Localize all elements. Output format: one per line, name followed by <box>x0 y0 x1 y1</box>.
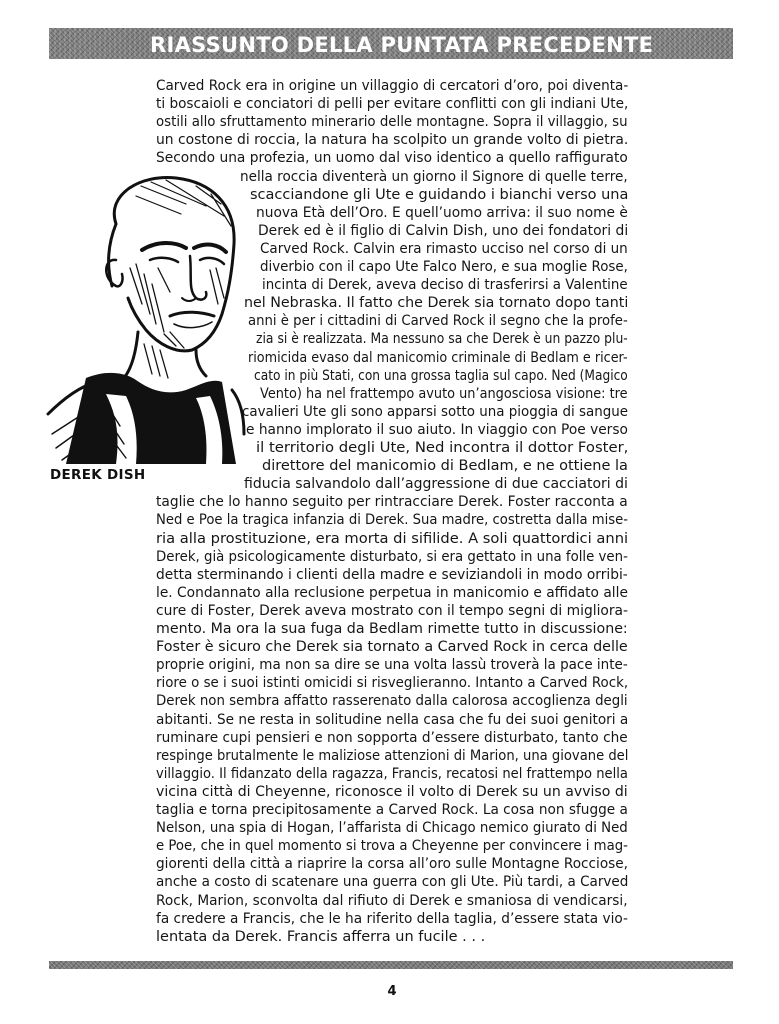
body-text-line: Foster è sicuro che Derek sia tornato a Carved Rock in cerca delle <box>156 639 628 656</box>
body-text-line: cavalieri Ute gli sono apparsi sotto una pioggia di sangue <box>242 403 629 420</box>
body-text-line: ruminare cupi pensieri e non sopporta d’essere disturbato, tanto che <box>156 729 628 746</box>
body-text-line: ria alla prostituzione, era morta di sifilide. A soli quattordici anni <box>156 530 629 547</box>
body-text-line: le. Condannato alla reclusione perpetua in manicomio e affidato alle <box>156 584 628 601</box>
body-text-line: nella roccia diventerà un giorno il Signore di quelle terre, <box>240 168 628 185</box>
body-text-line: taglia e torna precipitosamente a Carved Rock. La cosa non sfugge a <box>156 802 628 818</box>
body-text-line: Rock, Marion, sconvolta dal rifiuto di Derek e smaniosa di vendicarsi, <box>156 892 628 909</box>
derek-dish-portrait-illustration <box>46 164 246 464</box>
body-text-line: ti boscaioli e conciatori di pelli per evitare conflitti con gli indiani Ute, <box>156 96 629 113</box>
body-text-line: Carved Rock era in origine un villaggio di cercatori d’oro, poi diventa- <box>156 78 629 94</box>
body-text-line: anche a costo di scatenare una guerra con gli Ute. Più tardi, a Carved <box>156 874 629 891</box>
body-text-line: incinta di Derek, aveva deciso di trasferirsi a Valentine <box>262 277 628 294</box>
body-text-line: scacciandone gli Ute e guidando i bianchi verso una <box>250 186 629 203</box>
page-number: 4 <box>387 984 397 999</box>
body-text-line: fa credere a Francis, che le ha riferito della taglia, d’essere stata vio- <box>156 910 628 927</box>
body-text-line: respinge brutalmente le maliziose attenzioni di Marion, una giovane del <box>156 747 629 764</box>
body-text-line: lentata da Derek. Francis afferra un fucile . . . <box>156 928 486 945</box>
body-text-line: fiducia salvandolo dall’aggressione di due cacciatori di <box>244 476 628 493</box>
body-text-line: ostili allo sfruttamento minerario delle montagne. Sopra il villaggio, su <box>156 114 628 131</box>
body-text-line: proprie origini, ma non sa dire se una volta lassù troverà la pace inte- <box>156 657 628 674</box>
body-text-line: detta sterminando i clienti della madre e seviziandoli in modo orribi- <box>156 566 628 583</box>
body-text-line: e Poe, che in quel momento si trova a Cheyenne per convincere i mag- <box>156 838 628 855</box>
body-text-line: Secondo una profezia, un uomo dal viso identico a quello raffigurato <box>156 150 628 167</box>
body-text-line: Derek ed è il figlio di Calvin Dish, uno dei fondatori di <box>258 222 629 239</box>
body-text-line: Ned e Poe la tragica infanzia di Derek. Sua madre, costretta dalla mise- <box>156 512 629 529</box>
body-text-line: villaggio. Il fidanzato della ragazza, Francis, recatosi nel frattempo nella <box>156 765 628 782</box>
body-text-line: nel Nebraska. Il fatto che Derek sia tornato dopo tanti <box>244 295 629 312</box>
body-text-line: diverbio con il capo Ute Falco Nero, e sua moglie Rose, <box>260 259 628 275</box>
body-text-line: abitanti. Se ne resta in solitudine nella casa che fu dei suoi genitori a <box>156 711 629 728</box>
body-text-line: Derek non sembra affatto rasserenato dalla calorosa accoglienza degli <box>156 693 628 710</box>
body-text-line: direttore del manicomio di Bedlam, e ne ottiene la <box>262 458 628 475</box>
body-text-line: nuova Età dell’Oro. E quell’uomo arriva: il suo nome è <box>256 204 628 221</box>
body-text-line: anni è per i cittadini di Carved Rock il segno che la profe- <box>248 313 628 330</box>
body-text-line: un costone di roccia, la natura ha scolpito un grande volto di pietra. <box>156 132 629 149</box>
portrait-caption: DEREK DISH <box>50 467 146 483</box>
body-text-line: Nelson, una spia di Hogan, l’affarista di Chicago nemico giurato di Ned <box>156 820 628 837</box>
body-text-line: cure di Foster, Derek aveva mostrato con il tempo segni di migliora- <box>156 602 629 619</box>
body-text-line: zia si è realizzata. Ma nessuno sa che Derek è un pazzo plu- <box>256 331 628 348</box>
body-text-line: il territorio degli Ute, Ned incontra il dottor Foster, <box>256 440 629 456</box>
body-text-line: Derek, già psicologicamente disturbato, si era gettato in una folle ven- <box>156 548 628 565</box>
body-text-line: Carved Rock. Calvin era rimasto ucciso nel corso di un <box>260 240 628 257</box>
body-text-line: riore o se i suoi istinti omicidi si risveglieranno. Intanto a Carved Rock, <box>156 675 629 692</box>
footer-band <box>49 961 733 969</box>
body-text-line: e hanno implorato il suo aiuto. In viaggio con Poe verso <box>246 421 628 438</box>
body-text-line: cato in più Stati, con una grossa taglia sul capo. Ned (Magico <box>254 367 628 384</box>
body-text-line: mento. Ma ora la sua fuga da Bedlam rimette tutto in discussione: <box>156 621 628 637</box>
body-text-line: taglie che lo hanno seguito per rintracciare Derek. Foster racconta a <box>156 494 628 511</box>
body-text-line: Vento) ha nel frattempo avuto un’angosciosa visione: tre <box>260 385 628 402</box>
body-text-line: giorenti della città a riaprire la corsa all’oro sulle Montagne Rocciose, <box>156 856 629 873</box>
body-text-line: riomicida evaso dal manicomio criminale di Bedlam e ricer- <box>248 349 628 366</box>
page-title: RIASSUNTO DELLA PUNTATA PRECEDENTE <box>150 33 654 57</box>
body-text-line: vicina città di Cheyenne, riconosce il volto di Derek su un avviso di <box>156 783 628 800</box>
